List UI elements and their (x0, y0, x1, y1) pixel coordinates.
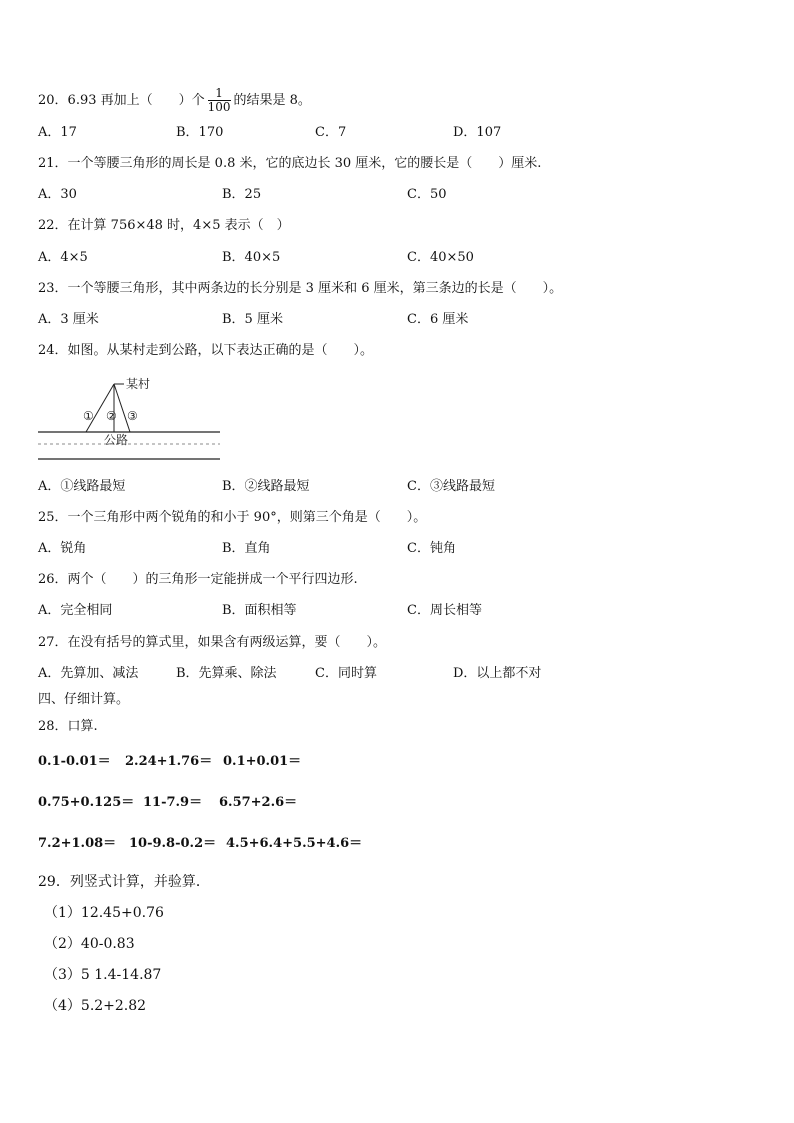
q25-option-c[interactable]: C．钝角 (407, 541, 456, 556)
q24-option-b[interactable]: B．②线路最短 (222, 479, 310, 494)
route-1-line (86, 384, 114, 432)
q27-option-b[interactable]: B．先算乘、除法 (176, 666, 277, 681)
fraction-denominator: 100 (207, 100, 231, 114)
q23-option-a[interactable]: A．3 厘米 (38, 312, 99, 327)
vertical-calc-item: （1）12.45+0.76 (44, 905, 164, 921)
question-22: 22．在计算 756×48 时，4×5 表示（ ） (38, 218, 290, 233)
vertical-calc-item: （4）5.2+2.82 (44, 998, 147, 1014)
q24-option-a[interactable]: A．①线路最短 (38, 479, 126, 494)
q25-option-a[interactable]: A．锐角 (38, 541, 87, 556)
mental-calc-item: 4.5+6.4+5.5+4.6＝ (226, 836, 363, 851)
q27-option-c[interactable]: C．同时算 (315, 666, 377, 681)
q22-option-c[interactable]: C．40×50 (407, 250, 474, 265)
section-heading: 四、仔细计算。 (38, 692, 130, 707)
fraction-numerator: 1 (208, 87, 231, 101)
mental-calc-item: 6.57+2.6＝ (219, 795, 298, 810)
mental-calc-item: 0.75+0.125＝ (38, 795, 135, 810)
q20-option-d[interactable]: D．107 (453, 125, 502, 140)
q27-option-a[interactable]: A．先算加、减法 (38, 666, 139, 681)
q22-option-b[interactable]: B．40×5 (222, 250, 281, 265)
q26-option-a[interactable]: A．完全相同 (38, 603, 113, 618)
question-28: 28．口算. (38, 719, 98, 734)
route-1-label: ① (83, 409, 94, 423)
question-25: 25．一个三角形中两个锐角的和小于 90°，则第三个角是（ ）。 (38, 510, 427, 525)
q20-option-c[interactable]: C．7 (315, 125, 347, 140)
mental-calc-item: 10-9.8-0.2＝ (129, 836, 217, 851)
q21-option-a[interactable]: A．30 (38, 187, 77, 202)
mental-calc-item: 0.1-0.01＝ (38, 754, 111, 769)
question-20-text-after: 的结果是 8。 (233, 93, 311, 108)
mental-calc-item: 11-7.9＝ (143, 795, 203, 810)
q24-option-c[interactable]: C．③线路最短 (407, 479, 495, 494)
q25-option-b[interactable]: B．直角 (222, 541, 271, 556)
route-3-label: ③ (127, 409, 138, 423)
question-24: 24．如图。从某村走到公路，以下表达正确的是（ ）。 (38, 343, 374, 358)
q21-option-c[interactable]: C．50 (407, 187, 447, 202)
question-26: 26．两个（ ）的三角形一定能拼成一个平行四边形. (38, 572, 358, 587)
question-21: 21．一个等腰三角形的周长是 0.8 米，它的底边长 30 厘米，它的腰长是（ ）厘米. (38, 156, 542, 171)
route-2-label: ② (106, 409, 117, 423)
q23-option-b[interactable]: B．5 厘米 (222, 312, 283, 327)
question-27: 27．在没有括号的算式里，如果含有两级运算，要（ ）。 (38, 635, 387, 650)
fraction (208, 87, 231, 114)
village-road-figure (36, 372, 226, 464)
village-label: 某村 (126, 377, 151, 391)
q26-option-b[interactable]: B．面积相等 (222, 603, 297, 618)
vertical-calc-item: （2）40-0.83 (44, 936, 135, 952)
road-label: 公路 (104, 433, 129, 447)
q26-option-c[interactable]: C．周长相等 (407, 603, 482, 618)
question-20-text-before: 20．6.93 再加上（ ）个 (38, 93, 205, 108)
q22-option-a[interactable]: A．4×5 (38, 250, 88, 265)
question-23: 23．一个等腰三角形，其中两条边的长分别是 3 厘米和 6 厘米，第三条边的长是（ ）。 (38, 281, 563, 296)
vertical-calc-item: （3）5 1.4-14.87 (44, 967, 162, 983)
q21-option-b[interactable]: B．25 (222, 187, 262, 202)
question-20 (38, 87, 311, 114)
q20-option-a[interactable]: A．17 (38, 125, 77, 140)
mental-calc-item: 2.24+1.76＝ (125, 754, 213, 769)
question-29: 29．列竖式计算，并验算． (38, 874, 210, 890)
q27-option-d[interactable]: D．以上都不对 (453, 666, 542, 681)
mental-calc-item: 0.1+0.01＝ (223, 754, 302, 769)
route-3-line (114, 384, 130, 432)
q20-option-b[interactable]: B．170 (176, 125, 224, 140)
mental-calc-item: 7.2+1.08＝ (38, 836, 117, 851)
q23-option-c[interactable]: C．6 厘米 (407, 312, 469, 327)
